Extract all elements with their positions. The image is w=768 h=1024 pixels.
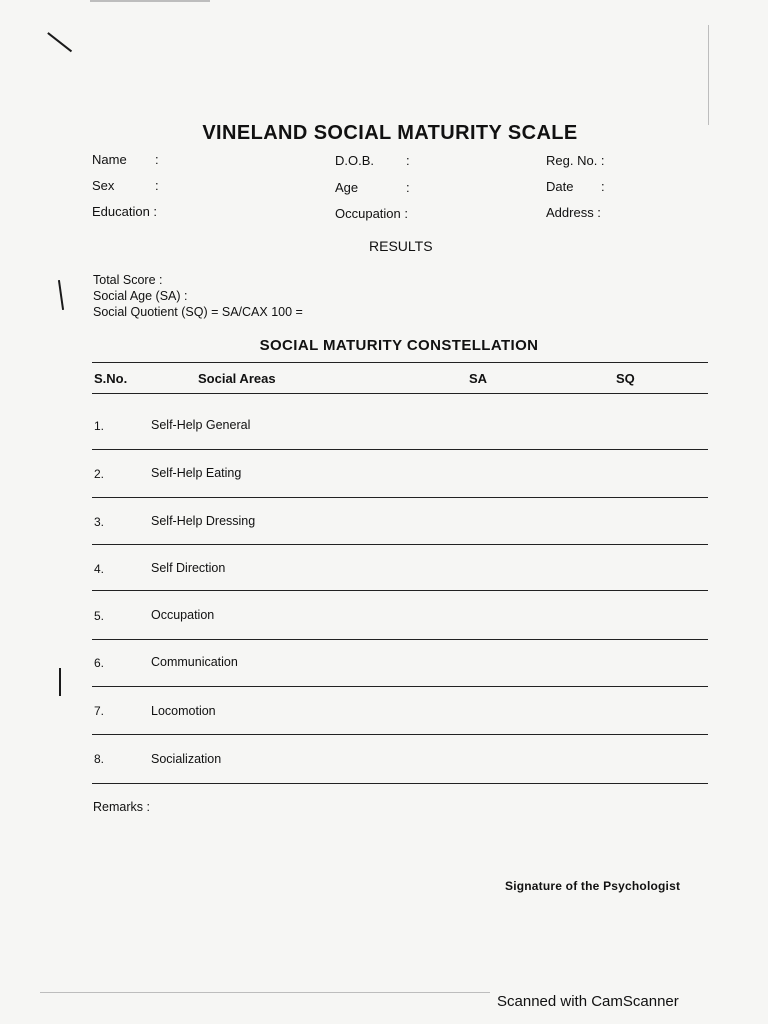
- scan-mark-top-edge: [90, 0, 210, 2]
- education-label: Education :: [92, 204, 158, 219]
- row-social-area: Occupation: [151, 608, 215, 622]
- row-social-area: Locomotion: [151, 704, 216, 718]
- row-number: 2.: [94, 467, 105, 481]
- row-divider: [92, 449, 708, 450]
- results-heading: RESULTS: [369, 238, 433, 254]
- row-divider: [92, 783, 708, 784]
- col-header-social-areas: Social Areas: [198, 371, 276, 386]
- reg-no-label: Reg. No. :: [546, 153, 605, 168]
- sex-label: Sex: [92, 178, 115, 193]
- row-number: 4.: [94, 562, 105, 576]
- row-divider: [92, 544, 708, 545]
- occupation-field: [335, 206, 408, 221]
- total-score-label: Total Score :: [93, 273, 163, 287]
- name-label: Name: [92, 152, 127, 167]
- row-social-area: Communication: [151, 655, 238, 669]
- social-quotient-label: Social Quotient (SQ) = SA/CAX 100 =: [93, 305, 303, 319]
- table-header-rule: [92, 393, 708, 394]
- reg-no-field: [546, 153, 605, 168]
- address-field: [546, 205, 601, 220]
- age-colon: :: [406, 180, 410, 195]
- scan-mark-top-left: [48, 32, 73, 52]
- dob-field: [335, 153, 410, 168]
- row-divider: [92, 497, 708, 498]
- row-social-area: Self Direction: [151, 561, 226, 575]
- social-age-label: Social Age (SA) :: [93, 289, 188, 303]
- page-title: VINELAND SOCIAL MATURITY SCALE: [202, 122, 578, 144]
- row-number: 1.: [94, 419, 105, 433]
- education-field: [92, 204, 157, 219]
- remarks-label: Remarks :: [93, 800, 150, 814]
- row-number: 5.: [94, 609, 105, 623]
- col-header-sa: SA: [469, 371, 488, 386]
- table-top-rule: [92, 362, 708, 363]
- row-number: 7.: [94, 704, 105, 718]
- sex-field: [92, 178, 159, 193]
- row-social-area: Socialization: [151, 752, 222, 766]
- scan-mark-bottom-line: [40, 992, 490, 993]
- row-divider: [92, 734, 708, 735]
- col-header-sq: SQ: [616, 371, 635, 386]
- dob-colon: :: [406, 153, 410, 168]
- name-field: [92, 152, 159, 167]
- occupation-label: Occupation :: [335, 206, 408, 221]
- scan-mark-right-edge: [708, 25, 709, 125]
- date-field: [546, 179, 605, 194]
- scan-mark-left-2: [59, 668, 61, 696]
- date-label: Date: [546, 179, 574, 194]
- row-social-area: Self-Help Dressing: [151, 514, 256, 528]
- col-header-sno: S.No.: [94, 371, 128, 386]
- row-number: 3.: [94, 515, 105, 529]
- row-divider: [92, 639, 708, 640]
- address-label: Address :: [546, 205, 601, 220]
- dob-label: D.O.B.: [335, 153, 375, 168]
- row-divider: [92, 686, 708, 687]
- constellation-heading: SOCIAL MATURITY CONSTELLATION: [259, 337, 539, 354]
- sex-colon: :: [155, 178, 159, 193]
- name-colon: :: [155, 152, 159, 167]
- signature-label: Signature of the Psychologist: [505, 879, 681, 893]
- row-divider: [92, 590, 708, 591]
- row-number: 6.: [94, 656, 105, 670]
- camscanner-watermark: Scanned with CamScanner: [497, 993, 679, 1010]
- age-field: [335, 180, 410, 195]
- row-number: 8.: [94, 752, 105, 766]
- scan-mark-left-1: [58, 280, 64, 310]
- row-social-area: Self-Help Eating: [151, 466, 242, 480]
- date-colon: :: [601, 179, 605, 194]
- age-label: Age: [335, 180, 359, 195]
- row-social-area: Self-Help General: [151, 418, 251, 432]
